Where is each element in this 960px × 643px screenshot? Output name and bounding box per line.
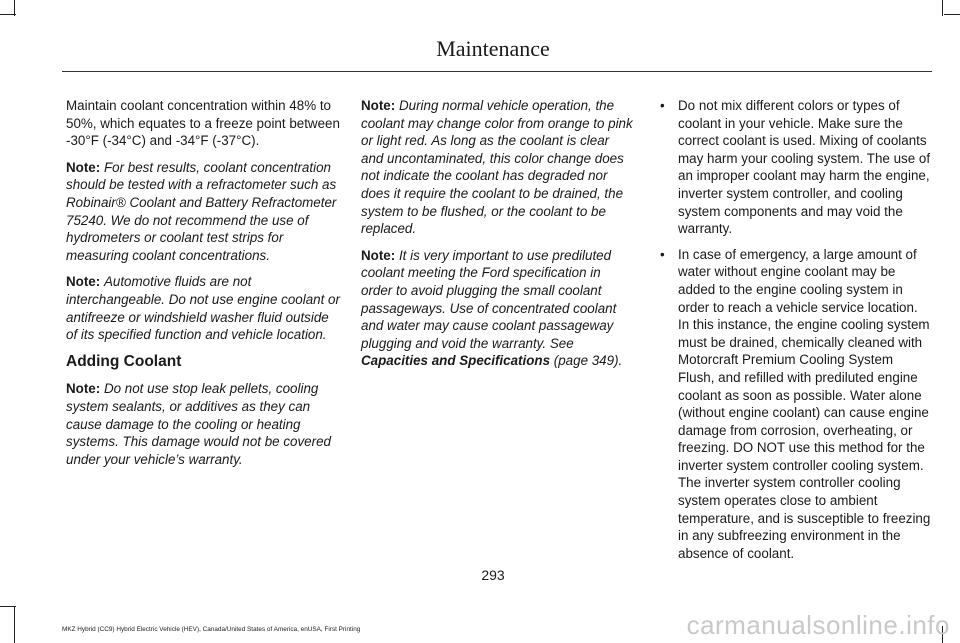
note-stop-leak [66, 380, 342, 468]
crop-mark [942, 0, 943, 16]
cross-reference-link[interactable]: Capacities and Specifications [361, 353, 551, 369]
note-label: Note: [361, 247, 396, 263]
note-text: Do not use stop leak pellets, cooling system sealants, or additives as they can cause damage to the cooling or heating systems. This damage would not be covered under your vehicle’s warranty. [66, 381, 331, 467]
crop-mark [0, 606, 16, 607]
coolant-concentration-paragraph: Maintain coolant concentration within 48% to 50%, which equates to a freeze point between -30°F (-34°C) and -34°F (-37°C). [66, 98, 340, 149]
column-3 [660, 97, 932, 570]
note-fluids [66, 273, 342, 343]
note-text: During normal vehicle operation, the coolant may change color from orange to pink or light red. As long as the coolant is clear and uncontaminated, this color change does not indicate the coolant has degraded nor does it require the coolant to be drained, the system to be flushed, or the coolant to be replaced. [361, 98, 633, 237]
note-text: Automotive fluids are not interchangeable. Do not use engine coolant or antifreeze or windshield washer fluid outside of its specified function and vehicle location. [66, 274, 340, 343]
note-label: Note: [66, 274, 101, 290]
column-1 [66, 97, 342, 477]
note-label: Note: [361, 98, 396, 113]
cross-reference-page: (page 349). [553, 353, 623, 369]
bullet-list [660, 97, 932, 562]
list-item [660, 246, 932, 563]
section-heading: Adding Coolant [66, 352, 182, 370]
crop-mark [0, 14, 16, 15]
footer-text: MKZ Hybrid (CC9) Hybrid Electric Vehicle (HEV), Canada/United States of America, enUSA, First Printing [62, 626, 361, 633]
bullet-icon: • [660, 98, 665, 113]
note-prediluted [361, 247, 633, 370]
page-title: Maintenance [436, 36, 550, 61]
header-rule [62, 71, 932, 72]
bullet-text: Do not mix different colors or types of coolant in your vehicle. Make sure the correct coolant is used. Mixing of coolants may harm your cooling system. The use of an improper coolant may harm the engine, inverter system controller, and cooling system components and may void the warranty. [678, 98, 931, 237]
note-color-change [361, 97, 633, 238]
note-label: Note: [66, 159, 101, 175]
crop-mark [14, 606, 15, 643]
note-refractometer [66, 159, 342, 265]
crop-mark [944, 14, 960, 15]
watermark: carmanualsonline.info [686, 610, 950, 640]
note-text: For best results, coolant concentration should be tested with a refractometer such as Robinair® Coolant and Battery Refractometer 75240. We do not recommend the use of hydrometers or coolant test strips for measuring coolant concentrations. [66, 159, 337, 263]
column-2 [361, 97, 633, 379]
bullet-text: In case of emergency, a large amount of water without engine coolant may be added to the engine cooling system in order to reach a vehicle service location. In this instance, the engine cooling system must be drained, chemically cleaned with Motorcraft Premium Cooling System Flush, and refilled with prediluted engine coolant as soon as possible. Water alone (without engine coolant) can cause engine damage from corrosion, overheating, or freezing. DO NOT use this method for the inverter system controller cooling system. The inverter system controller cooling system operates close to ambient temperature, and is susceptible to freezing in any subfreezing environment in the absence of coolant. [678, 246, 931, 561]
note-label: Note: [66, 381, 101, 397]
bullet-icon: • [660, 246, 665, 262]
note-text: It is very important to use prediluted coolant meeting the Ford specification in order to avoid plugging the small coolant passageways. Use of concentrated coolant and water may cause coolant passageway plugging and void the warranty. See [361, 247, 617, 351]
page-number: 293 [481, 567, 505, 583]
list-item [660, 97, 932, 238]
